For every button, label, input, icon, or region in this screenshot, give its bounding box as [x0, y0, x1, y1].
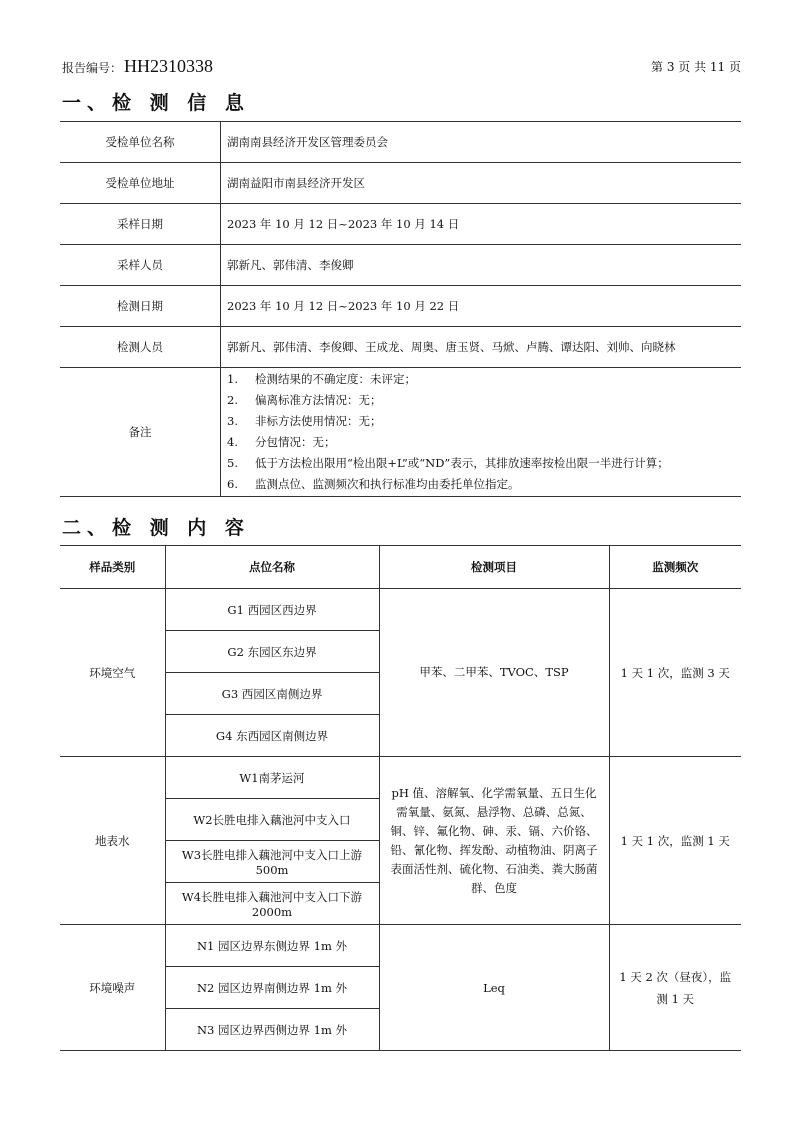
note-text: 低于方法检出限用“检出限+L”或“ND”表示，其排放速率按检出限一半进行计算； — [255, 456, 669, 470]
section-title-detection-content: 二、检 测 内 容 — [62, 517, 250, 539]
notes-label: 备注 — [60, 368, 221, 497]
table-row — [60, 925, 741, 967]
sample-category: 环境噪声 — [60, 925, 165, 1051]
note-number: 6. — [227, 477, 238, 491]
column-header: 检测项目 — [379, 546, 609, 589]
info-value: 湖南益阳市南县经济开发区 — [221, 163, 742, 204]
info-label: 受检单位名称 — [60, 122, 221, 163]
detection-content-table — [60, 545, 741, 1051]
detection-info-table — [60, 121, 741, 497]
info-row — [60, 204, 741, 245]
point-name: W2长胜电排入藕池河中支入口 — [165, 799, 379, 841]
column-header: 样品类别 — [60, 546, 165, 589]
point-name: W1南茅运河 — [165, 757, 379, 799]
info-row — [60, 163, 741, 204]
note-item — [227, 453, 735, 474]
sample-category: 环境空气 — [60, 589, 165, 757]
monitoring-frequency: 1 天 1 次，监测 1 天 — [609, 757, 741, 925]
info-label: 受检单位地址 — [60, 163, 221, 204]
test-items: pH 值、溶解氧、化学需氧量、五日生化需氧量、氨氮、悬浮物、总磷、总氮、铜、锌、氟化物、砷、汞、镉、六价铬、铅、氰化物、挥发酚、动植物油、阴离子表面活性剂、硫化物、石油类、粪大肠菌群、色度 — [379, 757, 609, 925]
point-name: G2 东园区东边界 — [165, 631, 379, 673]
report-number-label: 报告编号： — [62, 61, 123, 75]
notes-list — [227, 369, 735, 495]
point-name: N3 园区边界西侧边界 1m 外 — [165, 1009, 379, 1051]
info-row — [60, 245, 741, 286]
note-item — [227, 390, 735, 411]
info-value: 2023 年 10 月 12 日~2023 年 10 月 22 日 — [221, 286, 742, 327]
section-title-detection-info: 一、检 测 信 息 — [62, 92, 250, 114]
notes-row — [60, 368, 741, 497]
note-number: 3. — [227, 414, 238, 428]
note-text: 监测点位、监测频次和执行标准均由委托单位指定。 — [255, 477, 520, 491]
test-items: Leq — [379, 925, 609, 1051]
notes-cell — [221, 368, 742, 497]
note-text: 检测结果的不确定度：未评定； — [255, 372, 416, 386]
test-items: 甲苯、二甲苯、TVOC、TSP — [379, 589, 609, 757]
info-row — [60, 286, 741, 327]
report-number-value: HH2310338 — [124, 56, 214, 76]
note-item — [227, 432, 735, 453]
note-text: 偏离标准方法情况：无； — [255, 393, 382, 407]
note-number: 2. — [227, 393, 238, 407]
note-item — [227, 474, 735, 495]
monitoring-frequency: 1 天 2 次（昼夜），监测 1 天 — [609, 925, 741, 1051]
sample-category: 地表水 — [60, 757, 165, 925]
page-info: 第 3 页 共 11 页 — [651, 60, 741, 74]
info-label: 检测人员 — [60, 327, 221, 368]
info-label: 采样日期 — [60, 204, 221, 245]
info-label: 检测日期 — [60, 286, 221, 327]
column-header: 点位名称 — [165, 546, 379, 589]
point-name: N1 园区边界东侧边界 1m 外 — [165, 925, 379, 967]
table-header-row — [60, 546, 741, 589]
note-number: 4. — [227, 435, 238, 449]
point-name: W4长胜电排入藕池河中支入口下游2000m — [165, 883, 379, 925]
report-number — [62, 56, 213, 77]
note-number: 1. — [227, 372, 238, 386]
info-value: 郭新凡、郭伟清、李俊卿 — [221, 245, 742, 286]
info-row — [60, 122, 741, 163]
info-label: 采样人员 — [60, 245, 221, 286]
table-row — [60, 589, 741, 631]
point-name: N2 园区边界南侧边界 1m 外 — [165, 967, 379, 1009]
info-row — [60, 327, 741, 368]
point-name: G4 东西园区南侧边界 — [165, 715, 379, 757]
monitoring-frequency: 1 天 1 次，监测 3 天 — [609, 589, 741, 757]
point-name: G3 西园区南侧边界 — [165, 673, 379, 715]
point-name: W3长胜电排入藕池河中支入口上游500m — [165, 841, 379, 883]
info-value: 湖南南县经济开发区管理委员会 — [221, 122, 742, 163]
note-text: 非标方法使用情况：无； — [255, 414, 382, 428]
info-value: 郭新凡、郭伟清、李俊卿、王成龙、周奥、唐玉贤、马焮、卢腾、谭达阳、刘帅、向晓林 — [221, 327, 742, 368]
column-header: 监测频次 — [609, 546, 741, 589]
report-header — [62, 56, 741, 80]
table-row — [60, 757, 741, 799]
note-number: 5. — [227, 456, 238, 470]
note-item — [227, 369, 735, 390]
point-name: G1 西园区西边界 — [165, 589, 379, 631]
info-value: 2023 年 10 月 12 日~2023 年 10 月 14 日 — [221, 204, 742, 245]
note-item — [227, 411, 735, 432]
note-text: 分包情况：无； — [255, 435, 336, 449]
